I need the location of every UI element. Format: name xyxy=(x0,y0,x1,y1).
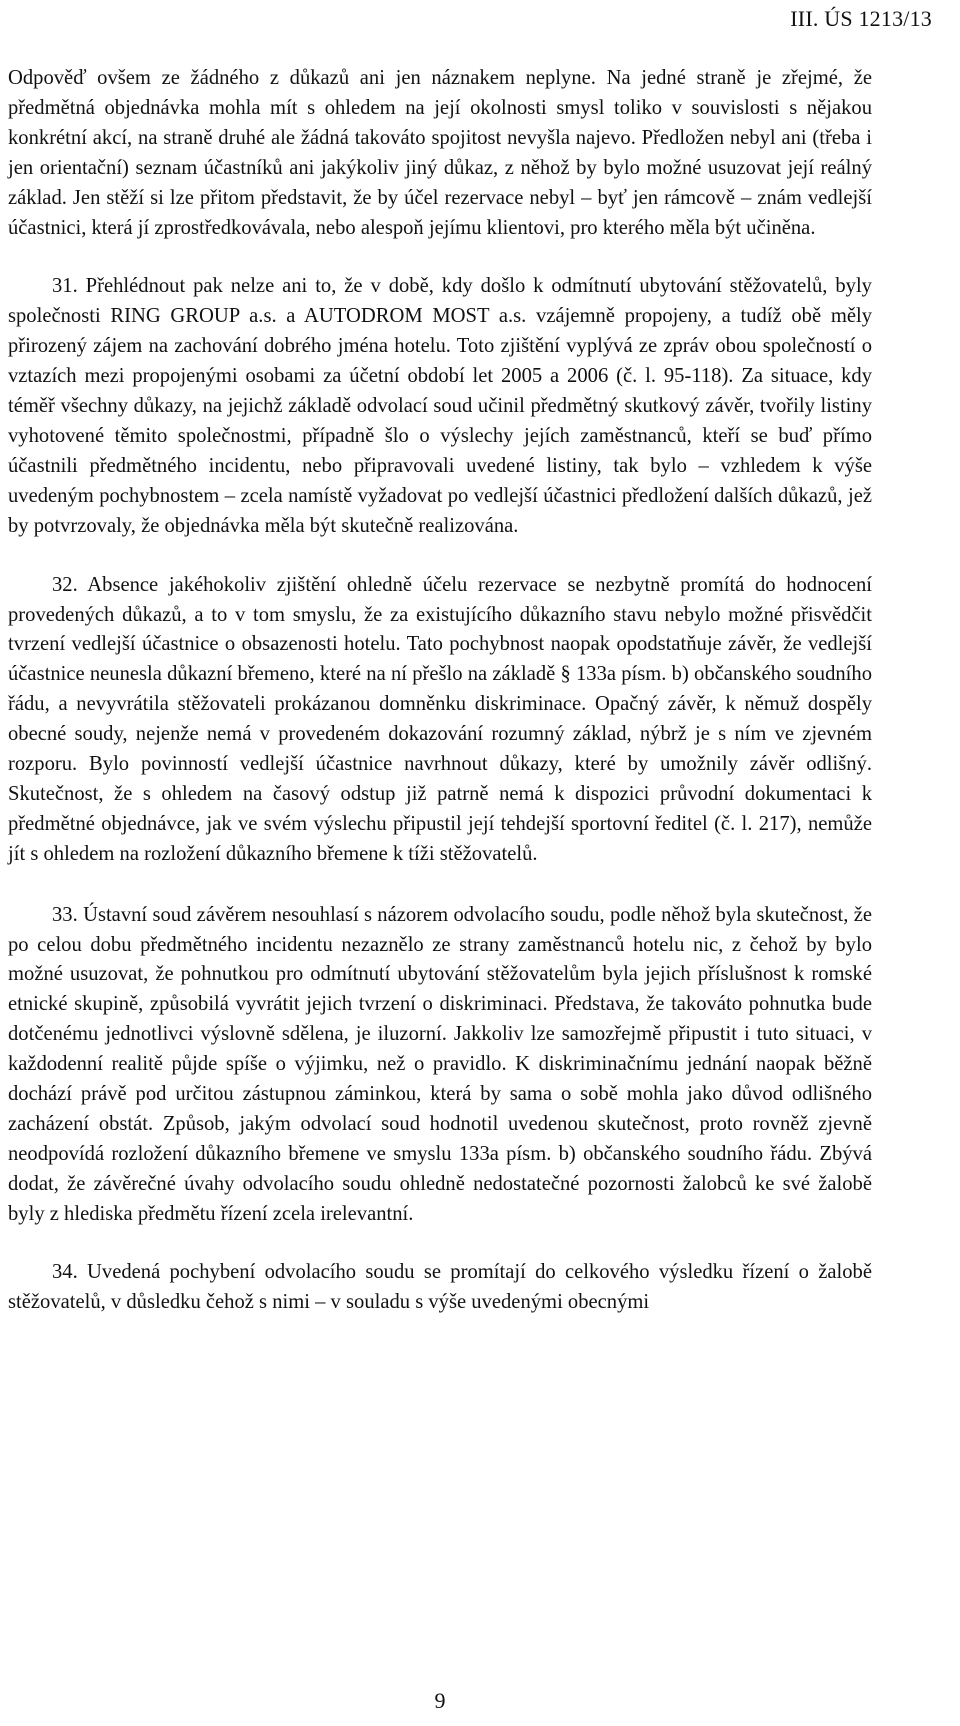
paragraph-continuation xyxy=(8,64,872,243)
paragraph-number: 34. xyxy=(52,1260,78,1283)
paragraph-33 xyxy=(8,901,872,1230)
paragraph-text: Odpověď ovšem ze žádného z důkazů ani jen náznakem neplyne. Na jedné straně je zřejmé, že předmětná objednávka mohla mít s ohledem na její okolnosti smysl toliko v souvislosti s nějakou konkrétní akcí, na straně druhé ale žádná takováto spojitost nevyšla najevo. Předložen nebyl ani (třeba i jen orientační) seznam účastníků ani jakýkoliv jiný důkaz, z něhož by bylo možné usuzovat její reálný základ. Jen stěží si lze přitom představit, že by účel rezervace nebyl – byť jen rámcově – znám vedlejší účastnici, která jí zprostředkovávala, nebo alespoň jejímu klientovi, pro kterého měla být učiněna. xyxy=(8,67,872,239)
paragraph-text: Absence jakéhokoliv zjištění ohledně účelu rezervace se nezbytně promítá do hodnocení provedených důkazů, a to v tom smyslu, že za existujícího důkazního stavu nebylo možné přisvědčit tvrzení vedlejší účastnice o obsazenosti hotelu. Tato pochybnost naopak opodstatňuje závěr, že vedlejší účastnice neunesla důkazní břemeno, které na ní přešlo na základě § 133a písm. b) občanského soudního řádu, a nevyvrátila stěžovateli prokázanou domněnku diskriminace. Opačný závěr, k němuž dospěly obecné soudy, nejenže nemá v provedeném dokazování rozumný základ, nýbrž je s ním ve zjevném rozporu. Bylo povinností vedlejší účastnice navrhnout důkazy, které by umožnily závěr odlišný. Skutečnost, že s ohledem na časový odstup již patrně nemá k dispozici průvodní dokumentaci k předmětné objednávce, jak ve svém výslechu připustil její tehdejší sportovní ředitel (č. l. 217), nemůže jít s ohledem na rozložení důkazního břemene k tíži stěžovatelů. xyxy=(8,573,873,865)
paragraph-text: Uvedená pochybení odvolacího soudu se promítají do celkového výsledku řízení o žalobě stěžovatelů, v důsledku čehož s nimi – v souladu s výše uvedenými obecnými xyxy=(8,1260,872,1313)
page-number: 9 xyxy=(434,1688,446,1713)
paragraph-number: 33. xyxy=(52,903,78,926)
paragraph-number: 32. xyxy=(52,573,78,596)
paragraph-32 xyxy=(8,571,872,870)
paragraph-31 xyxy=(8,272,872,541)
paragraph-number: 31. xyxy=(52,275,78,298)
case-number-header: III. ÚS 1213/13 xyxy=(790,6,932,31)
paragraph-text: Ústavní soud závěrem nesouhlasí s názorem odvolacího soudu, podle něhož byla skutečnost, že po celou dobu předmětného incidentu nezaznělo ze strany zaměstnanců hotelu nic, z čehož by bylo možné usuzovat, že pohnutkou pro odmítnutí ubytování stěžovatelům byla jejich příslušnost k romské etnické skupině, způsobilá vyvrátit jejich tvrzení o diskriminaci. Představa, že takováto pohnutka bude dotčenému jednotlivci výslovně sdělena, je iluzorní. Jakkoliv lze samozřejmě připustit i tuto situaci, v každodenní realitě půjde spíše o výjimku, než o pravidlo. K diskriminačnímu jednání naopak běžně dochází právě pod určitou zástupnou záminkou, která by sama o sobě mohla jako důvod odlišného zacházení obstát. Způsob, jakým odvolací soud hodnotil uvedenou skutečnost, proto rovněž zjevně neodpovídá rozložení důkazního břemene ve smyslu 133a písm. b) občanského soudního řádu. Zbývá dodat, že závěrečné úvahy odvolacího soudu ohledně nedostatečné pozornosti žalobců ke své žalobě byly z hlediska předmětu řízení zcela irelevantní. xyxy=(8,903,873,1225)
document-body xyxy=(8,64,872,1317)
paragraph-text: Přehlédnout pak nelze ani to, že v době, kdy došlo k odmítnutí ubytování stěžovatelů, byly společnosti RING GROUP a.s. a AUTODROM MOST a.s. vzájemně propojeny, a tudíž obě měly přirozený zájem na zachování dobrého jména hotelu. Toto zjištění vyplývá ze zpráv obou společností o vztazích mezi propojenými osobami za účetní období let 2005 a 2006 (č. l. 95-118). Za situace, kdy téměř všechny důkazy, na jejichž základě odvolací soud učinil předmětný skutkový závěr, tvořily listiny vyhotovené těmito společnostmi, případně šlo o výslechy jejích zaměstnanců, kteří se buď přímo účastnili předmětného incidentu, nebo připravovali uvedené listiny, tak bylo – vzhledem k výše uvedeným pochybnostem – zcela namístě vyžadovat po vedlejší účastnici předložení dalších důkazů, jež by potvrzovaly, že objednávka měla být skutečně realizována. xyxy=(8,275,872,537)
paragraph-34 xyxy=(8,1258,872,1318)
